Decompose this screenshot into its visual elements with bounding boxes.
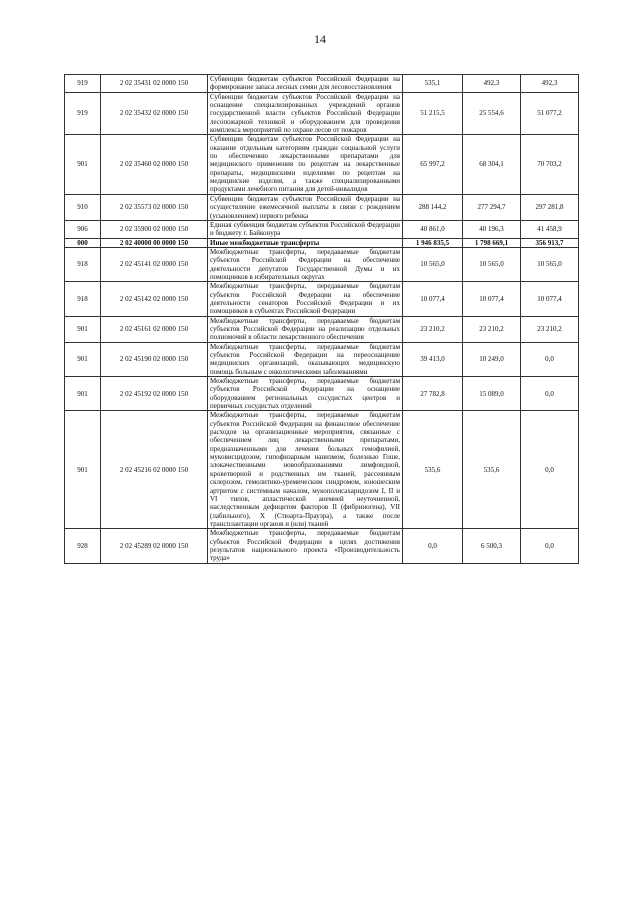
admin-code-cell: 919 (65, 92, 101, 135)
amount-year2-cell: 15 089,0 (463, 377, 521, 411)
admin-code-cell: 000 (65, 238, 101, 247)
table-row (65, 529, 579, 563)
table-row (65, 75, 579, 93)
revenue-name-cell: Межбюджетные трансферты, передаваемые бюджетам субъектов Российской Федерации на оснащение оборудованием региональных сосудистых центров и первичных сосудистых отделений (208, 377, 403, 411)
budget-code-cell: 2 02 35460 02 0000 150 (101, 135, 208, 194)
admin-code-cell: 901 (65, 377, 101, 411)
amount-year3-cell: 0,0 (521, 377, 579, 411)
amount-year1-cell: 535,6 (403, 411, 463, 529)
budget-code-cell: 2 02 35431 02 0000 150 (101, 75, 208, 93)
amount-year3-cell: 23 210,2 (521, 316, 579, 342)
amount-year2-cell: 40 196,3 (463, 220, 521, 238)
amount-year3-cell: 0,0 (521, 529, 579, 563)
amount-year3-cell: 297 281,8 (521, 194, 579, 220)
amount-year3-cell: 41 458,9 (521, 220, 579, 238)
revenue-name-cell: Межбюджетные трансферты, передаваемые бюджетам субъектов Российской Федерации на реализацию отдельных полномочий в области лекарственного обеспечения (208, 316, 403, 342)
amount-year3-cell: 10 077,4 (521, 282, 579, 316)
budget-code-cell: 2 02 45190 02 0000 150 (101, 342, 208, 376)
amount-year1-cell: 65 997,2 (403, 135, 463, 194)
budget-code-cell: 2 02 45141 02 0000 150 (101, 247, 208, 281)
amount-year3-cell: 356 913,7 (521, 238, 579, 247)
amount-year2-cell: 1 798 669,1 (463, 238, 521, 247)
amount-year2-cell: 10 077,4 (463, 282, 521, 316)
revenue-name-cell: Субвенции бюджетам субъектов Российской Федерации на оказание отдельным категориям граждан социальной услуги по обеспечению лекарственными препаратами для медицинского применения по рецептам на лекарственные препараты, медицинскими изделиями по рецептам на медицинские изделия, а также специализированными продуктами лечебного питания для детей-инвалидов (208, 135, 403, 194)
admin-code-cell: 910 (65, 194, 101, 220)
budget-code-cell: 2 02 45289 02 0000 150 (101, 529, 208, 563)
amount-year2-cell: 25 554,6 (463, 92, 521, 135)
revenue-name-cell: Иные межбюджетные трансферты (208, 238, 403, 247)
amount-year1-cell: 39 413,0 (403, 342, 463, 376)
amount-year2-cell: 10 249,0 (463, 342, 521, 376)
admin-code-cell: 901 (65, 342, 101, 376)
revenue-name-cell: Субвенции бюджетам субъектов Российской Федерации на осуществление ежемесячной выплаты в связи с рождением (усыновлением) первого ребенка (208, 194, 403, 220)
admin-code-cell: 919 (65, 75, 101, 93)
amount-year2-cell: 10 565,0 (463, 247, 521, 281)
table-row (65, 316, 579, 342)
revenue-name-cell: Межбюджетные трансферты, передаваемые бюджетам субъектов Российской Федерации на обеспечение деятельности депутатов Государственной Думы и их помощников в избирательных округах (208, 247, 403, 281)
amount-year1-cell: 27 782,8 (403, 377, 463, 411)
amount-year1-cell: 10 565,0 (403, 247, 463, 281)
budget-revenue-table (64, 74, 579, 564)
revenue-name-cell: Субвенции бюджетам субъектов Российской Федерации на оснащение специализированных учреждений органов государственной власти субъектов Российской Федерации лесопожарной техникой и оборудованием для проведения комплекса мероприятий по охране лесов от пожаров (208, 92, 403, 135)
revenue-name-cell: Межбюджетные трансферты, передаваемые бюджетам субъектов Российской Федерации в целях достижения результатов национального проекта «Производительность труда» (208, 529, 403, 563)
table-row (65, 135, 579, 194)
amount-year3-cell: 70 703,2 (521, 135, 579, 194)
amount-year1-cell: 23 210,2 (403, 316, 463, 342)
table-row (65, 377, 579, 411)
budget-code-cell: 2 02 35900 02 0000 150 (101, 220, 208, 238)
amount-year3-cell: 0,0 (521, 342, 579, 376)
amount-year2-cell: 6 500,3 (463, 529, 521, 563)
amount-year2-cell: 535,6 (463, 411, 521, 529)
amount-year1-cell: 10 077,4 (403, 282, 463, 316)
table-row (65, 282, 579, 316)
amount-year1-cell: 535,1 (403, 75, 463, 93)
amount-year3-cell: 10 565,0 (521, 247, 579, 281)
admin-code-cell: 901 (65, 135, 101, 194)
revenue-name-cell: Межбюджетные трансферты, передаваемые бюджетам субъектов Российской Федерации на финансовое обеспечение расходов на организационные мероприятия, связанные с обеспечением лиц лекарственными препаратами, предназначенными для лечения больных гемофилией, муковисцидозом, гипофизарным нанизмом, болезнью Гоше, злокачественными новообразованиями лимфоидной, кроветворной и родственных им тканей, рассеянным склерозом, гемолитико-уремическим синдромом, юношеским артритом с системным началом, мукополисахаридозом I, II и VI типов, апластической анемией неуточненной, наследственным дефицитом факторов II (фибриногена), VII (лабильного), X (Стюарта-Прауэра), а также после трансплантации органов и (или) тканей (208, 411, 403, 529)
admin-code-cell: 928 (65, 529, 101, 563)
budget-code-cell: 2 02 35432 02 0000 150 (101, 92, 208, 135)
admin-code-cell: 901 (65, 316, 101, 342)
amount-year2-cell: 277 294,7 (463, 194, 521, 220)
budget-code-cell: 2 02 35573 02 0000 150 (101, 194, 208, 220)
table-row (65, 220, 579, 238)
amount-year3-cell: 0,0 (521, 411, 579, 529)
budget-code-cell: 2 02 45216 02 0000 150 (101, 411, 208, 529)
revenue-name-cell: Межбюджетные трансферты, передаваемые бюджетам субъектов Российской Федерации на обеспечение деятельности сенаторов Российской Федерации и их помощников в субъектах Российской Федерации (208, 282, 403, 316)
admin-code-cell: 918 (65, 247, 101, 281)
table-body (65, 75, 579, 564)
amount-year1-cell: 288 144,2 (403, 194, 463, 220)
table-row (65, 247, 579, 281)
amount-year1-cell: 51 215,5 (403, 92, 463, 135)
table-row (65, 411, 579, 529)
budget-code-cell: 2 02 45161 02 0000 150 (101, 316, 208, 342)
amount-year3-cell: 492,3 (521, 75, 579, 93)
revenue-name-cell: Субвенции бюджетам субъектов Российской Федерации на формирование запаса лесных семян для лесовосстановления (208, 75, 403, 93)
amount-year1-cell: 0,0 (403, 529, 463, 563)
table-row (65, 342, 579, 376)
admin-code-cell: 906 (65, 220, 101, 238)
budget-code-cell: 2 02 45142 02 0000 150 (101, 282, 208, 316)
amount-year2-cell: 68 304,1 (463, 135, 521, 194)
admin-code-cell: 901 (65, 411, 101, 529)
revenue-name-cell: Межбюджетные трансферты, передаваемые бюджетам субъектов Российской Федерации на переоснащение медицинских организаций, оказывающих медицинскую помощь больным с онкологическими заболеваниями (208, 342, 403, 376)
table-row (65, 194, 579, 220)
amount-year2-cell: 23 210,2 (463, 316, 521, 342)
page-number: 14 (314, 32, 326, 46)
revenue-name-cell: Единая субвенция бюджетам субъектов Российской Федерации и бюджету г. Байконура (208, 220, 403, 238)
table-row (65, 92, 579, 135)
amount-year1-cell: 40 861,0 (403, 220, 463, 238)
table-row (65, 238, 579, 247)
amount-year3-cell: 51 077,2 (521, 92, 579, 135)
budget-code-cell: 2 02 40000 00 0000 150 (101, 238, 208, 247)
amount-year2-cell: 492,3 (463, 75, 521, 93)
admin-code-cell: 918 (65, 282, 101, 316)
budget-code-cell: 2 02 45192 02 0000 150 (101, 377, 208, 411)
amount-year1-cell: 1 946 835,5 (403, 238, 463, 247)
